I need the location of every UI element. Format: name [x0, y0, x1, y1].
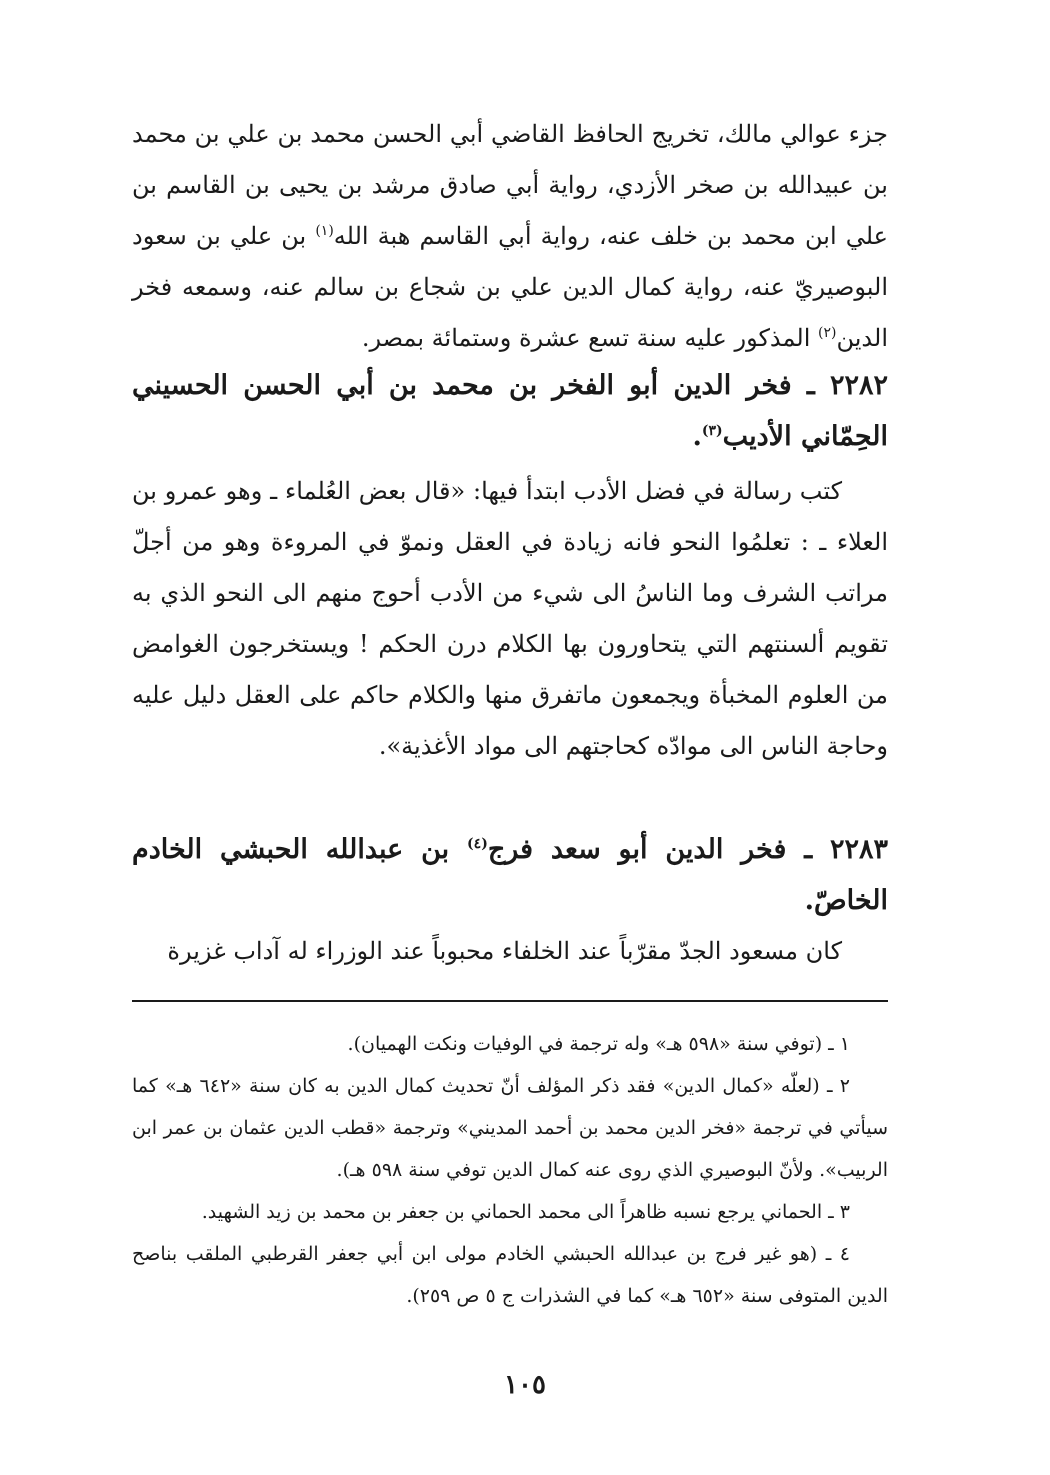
- entry-2282: [132, 360, 888, 462]
- entry-2282-text: كتب رسالة في فضل الأدب ابتدأ فيها: «قال بعض العُلماء ـ وهو عمرو بن العلاء ـ : تعلمُوا النحو فانه زيادة في العقل ونموّ في المروءة وهو من أجلّ مراتب الشرف وما الناسُ الى شيء من الأدب أحوج منهم الى النحو الذي به تقويم ألسنتهم التي يتحاورون بها الكلام درن الحكم ! ويستخرجون الغوامض من العلوم المخبأة ويجمعون ماتفرق منها والكلام حاكم على العقل دليل عليه وحاجة الناس الى موادّه كحاجتهم الى مواد الأغذية».: [132, 477, 888, 760]
- paragraph-1-part-a: جزء عوالي مالك، تخريج الحافظ القاضي أبي الحسن محمد بن علي بن محمد بن عبيدالله بن صخر الأزدي، رواية أبي صادق مرشد بن يحيى بن القاسم بن علي ابن محمد بن خلف عنه، رواية أبي القاسم هبة الله: [132, 120, 888, 250]
- entry-2283-heading-a: ٢٢٨٣ ـ فخر الدين أبو سعد فرج: [487, 834, 889, 865]
- footnote-ref-1[interactable]: (١): [315, 223, 334, 239]
- page-number: ١٠٥: [504, 1370, 546, 1400]
- entry-2282-heading-end: .: [692, 421, 702, 452]
- paragraph-1-part-b: بن علي بن سعود البوصيريّ عنه، رواية كمال الدين علي بن شجاع بن سالم عنه، وسمعه فخر الدين: [132, 222, 888, 352]
- paragraph-1-part-c: المذكور عليه سنة تسع عشرة وستمائة بمصر.: [361, 324, 818, 352]
- footnote-3: ٣ ـ الحماني يرجع نسبه ظاهراً الى محمد الحماني بن جعفر بن محمد بن زيد الشهيد.: [201, 1201, 850, 1223]
- footnote-divider: [132, 1000, 888, 1002]
- entry-2283-text: كان مسعود الجدّ مقرّباً عند الخلفاء محبوباً عند الوزراء له آداب غزيرة: [167, 937, 842, 965]
- footnote-ref-2[interactable]: (٢): [818, 325, 837, 341]
- entry-2283-heading: [132, 824, 888, 926]
- entry-2282-heading-text: ٢٢٨٢ ـ فخر الدين أبو الفخر بن محمد بن أبي الحسن الحسيني الحِمّاني الأديب: [132, 370, 888, 452]
- entry-2282-body: [132, 466, 888, 772]
- footnote-2: ٢ ـ (لعلّه «كمال الدين» فقد ذكر المؤلف أنّ تحديث كمال الدين به كان سنة «٦٤٢ هـ» كما سيأتي في ترجمة «فخر الدين محمد بن أحمد المديني» وترجمة «قطب الدين عثمان بن عمر ابن الربيب». ولأنّ البوصيري الذي روى عنه كمال الدين توفي سنة ٥٩٨ هـ).: [132, 1075, 888, 1181]
- footnotes: [132, 1023, 888, 1317]
- footnote-ref-3[interactable]: (٣): [701, 423, 723, 439]
- main-text-top: [132, 109, 888, 364]
- footnote-4: ٤ ـ (هو غير فرج بن عبدالله الحبشي الخادم مولى ابن أبي جعفر القرطبي الملقب بناصح الدين المتوفى سنة «٦٥٢ هـ» كما في الشذرات ج ٥ ص ٢٥٩).: [132, 1243, 888, 1307]
- entry-2283: [132, 824, 888, 977]
- paragraph-1: [132, 109, 888, 364]
- entry-2282-heading: [132, 360, 888, 462]
- footnote-ref-4[interactable]: (٤): [467, 836, 488, 852]
- footnote-1: ١ ـ (توفي سنة «٥٩٨ هـ» وله ترجمة في الوفيات ونكت الهميان).: [347, 1033, 850, 1055]
- entry-2283-heading-b: بن عبدالله الحبشي الخادم الخاصّ.: [132, 834, 888, 916]
